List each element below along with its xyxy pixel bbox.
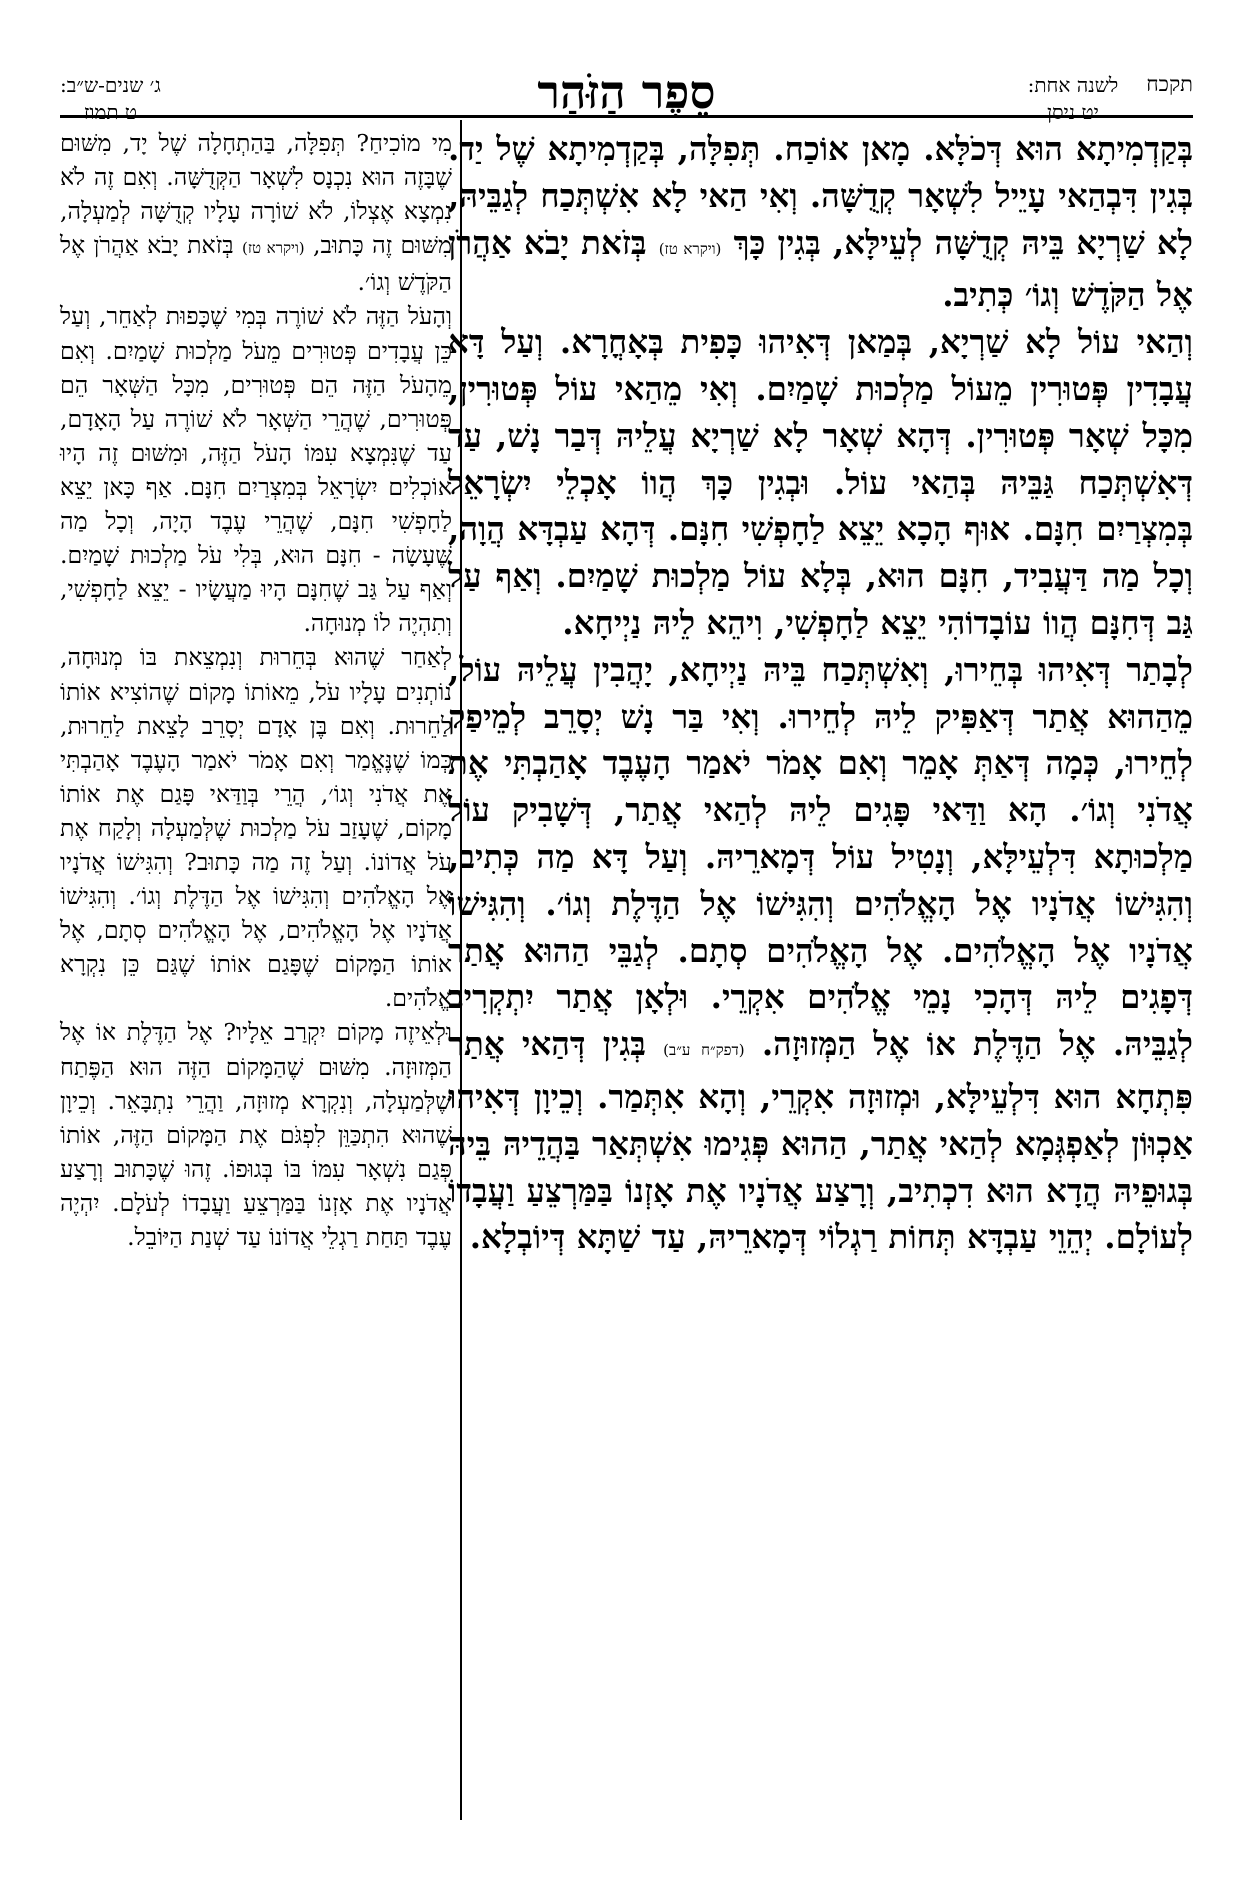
three-year-cycle-title: ג׳ שנים-ש״ב: — [60, 73, 161, 97]
one-year-cycle-date: יט ניסן — [1046, 100, 1099, 124]
hebrew-translation-column — [60, 126, 452, 1254]
main-text-1-end: בְּזֹאת יָבֹא אַהֲרֹן אֶל הַקֹּדֶשׁ וְגוֹ׳ כְּתִיב. — [448, 222, 1193, 315]
main-text-3-end: בְּגִין דְּהַאי אֲתַר פִּתְחָא הוּא דִּלְעֵילָּא, וּמְזוּזָה אִקְרֵי, וְהָא אִתְּמַר. וְכֵיוָן דְּאִיהוּ אַכְוּוֹן לְאַפְגְּמָא לְהַאי אֲתַר, הַהוּא פְּגִימוּ אִשְׁתְּאַר בַּהֲדֵיהּ בֵּיהּ בְּגוּפֵיהּ הֲדָא הוּא דִכְתִיב, וְרָצַע אֲדֹנָיו אֶת אָזְנוֹ בַּמַּרְצֵעַ וַעֲבָדוֹ לְעוֹלָם. יְהֵוֵי עַבְדָּא תְּחוֹת רַגְלוֹי דְּמָארֵיהּ, עַד שַׁתָּא דְּיוֹבְלָא. — [448, 1024, 1193, 1257]
main-paragraph-3 — [448, 647, 1193, 1261]
main-source-ref-1: (ויקרא טז) — [658, 239, 722, 258]
main-text-3: לְבָתַר דְּאִיהוּ בְּחֵירוּ, וְאִשְׁתְּכַח בֵּיהּ נַיְיחָא, יָהֲבִין עֲלֵיהּ עוֹל, מֵהַהוּא אֲתַר דְּאַפִּיק לֵיהּ לְחֵירוּ. וְאִי בַּר נָשׁ יְסָרֵב לְמֵיפַק לְחֵירוּ, כְּמָה דְּאַתְּ אָמֵר וְאִם אָמֹר יֹאמַר הָעֶבֶד אָהַבְתִּי אֶת אֲדֹנִי וְגוֹ׳. הָא וַדַּאי פָּגִים לֵיהּ לְהַאי אֲתַר, דְּשָׁבִיק עוֹל מַלְכוּתָא דִּלְעֵילָּא, וְנָטִיל עוֹל דְּמָארֵיהּ. וְעַל דָּא מַה כְּתִיב, וְהִגִּישׁוֹ אֲדֹנָיו אֶל הָאֱלֹהִים וְהִגִּישׁוֹ אֶל הַדֶּלֶת וְגוֹ׳. וְהִגִּישׁוֹ אֲדֹנָיו אֶל הָאֱלֹהִים. אֶל הָאֱלֹהִים סְתָם. לְגַבֵּי הַהוּא אֲתַר דְּפָגִים לֵיהּ דְּהָכִי נָמֵי אֱלֹהִים אִקְרֵי. וּלְאָן אֲתַר יִתְקְרִיב לְגַבֵּיהּ. אֶל הַדֶּלֶת אוֹ אֶל הַמְּזוּזָה. — [448, 649, 1193, 1064]
aramaic-column — [448, 126, 1193, 1261]
side-paragraph-2: וְהָעֹל הַזֶּה לֹא שׁוֹרֶה בְּמִי שֶׁכָּפוּת לְאַחֵר, וְעַל כֵּן עֲבָדִים פְּטוּרִים מֵעֹל מַלְכוּת שָׁמַיִם. וְאִם מֵהָעֹל הַזֶּה הֵם פְּטוּרִים, מִכָּל הַשְּׁאָר הֵם פְּטוּרִים, שֶׁהֲרֵי הַשְּׁאָר לֹא שׁוֹרֶה עַל הָאָדָם, עַד שֶׁנִּמְצָא עִמּוֹ הָעֹל הַזֶּה, וּמִשּׁוּם זֶה הָיוּ אוֹכְלִים יִשְׂרָאֵל בְּמִצְרַיִם חִנָּם. אַף כָּאן יֵצֵא לַחָפְשִׁי חִנָּם, שֶׁהֲרֵי עֶבֶד הָיָה, וְכָל מַה שֶּׁעָשָׂה - חִנָּם הוּא, בְּלִי עֹל מַלְכוּת שָׁמַיִם. וְאַף עַל גַּב שֶׁחִנָּם הָיוּ מַעֲשָׂיו - יֵצֵא לַחָפְשִׁי, וְתִהְיֶה לוֹ מְנוּחָה. — [60, 302, 452, 638]
main-paragraph-2: וְהַאי עוֹל לָא שַׁרְיָא, בְּמַאן דְּאִיהוּ כָּפִית בְּאָחֳרָא. וְעַל דָּא עֲבָדִין פְּטוּרִין מֵעוֹל מַלְכוּת שָׁמַיִם. וְאִי מֵהַאי עוֹל פְּטוּרִין, מִכָּל שְׁאָר פְּטוּרִין. דְּהָא שְׁאָר לָא שַׁרְיָא עֲלֵיהּ דְּבַר נָשׁ, עַד דְּאִשְׁתְּכַח גַּבֵּיהּ בְּהַאי עוֹל. וּבְגִין כָּךְ הֲווֹ אָכְלֵי יִשְׂרָאֵל בְּמִצְרַיִם חִנָּם. אוּף הָכָא יֵצֵא לַחָפְשִׁי חִנָּם. דְּהָא עַבְדָּא הֲוָה, וְכָל מַה דַּעֲבִיד, חִנָּם הוּא, בְּלָא עוֹל מַלְכוּת שָׁמַיִם. וְאַף עַל גַּב דְּחִנָּם הֲווֹ עוֹבָדוֹהִי יֵצֵא לַחָפְשִׁי, וִיהֵא לֵיהּ נַיְיחָא. — [448, 322, 1193, 642]
side-text-1: מִי מוֹכִיחַ? תְּפִלָּה, בַּהַתְחָלָה שֶׁל יָד, מִשּׁוּם שֶׁבָּזֶה הוּא נִכְנָס לִשְׁאָר הַקְּדֻשָּׁה. וְאִם זֶה לֹא נִמְצָא אֶצְלוֹ, לֹא שׁוֹרָה עָלָיו קְדֻשָּׁה לְמַעְלָה, מִשּׁוּם זֶה כָּתוּב, — [60, 129, 453, 260]
main-paragraph-1 — [448, 126, 1193, 319]
one-year-cycle-title: לשנה אחת: — [1027, 73, 1119, 97]
side-paragraph-1 — [60, 126, 452, 299]
side-paragraph-3: לְאַחַר שֶׁהוּא בְּחֵרוּת וְנִמְצֵאת בּוֹ מְנוּחָה, נוֹתְנִים עָלָיו עֹל, מֵאוֹתוֹ מָקוֹם שֶׁהוֹצִיא אוֹתוֹ לַחֵרוּת. וְאִם בֶּן אָדָם יְסָרֵב לָצֵאת לַחֵרוּת, כְּמוֹ שֶׁנֶּאֱמַר וְאִם אָמֹר יֹאמַר הָעֶבֶד אָהַבְתִּי אֶת אֲדֹנִי וְגוֹ׳, הֲרֵי בְּוַדַּאי פָּגַם אֶת אוֹתוֹ מָקוֹם, שֶׁעָזַב עֹל מַלְכוּת שֶׁלְּמַעְלָה וְלָקַח אֶת עֹל אֲדוֹנוֹ. וְעַל זֶה מַה כָּתוּב? וְהִגִּישׁוֹ אֲדֹנָיו אֶל הָאֱלֹהִים וְהִגִּישׁוֹ אֶל הַדֶּלֶת וְגוֹ׳. וְהִגִּישׁוֹ אֲדֹנָיו אֶל הָאֱלֹהִים, אֶל הָאֱלֹהִים סְתָם, אֶל אוֹתוֹ הַמָּקוֹם שֶׁפָּגַם אוֹתוֹ שֶׁגַּם כֵּן נִקְרָא אֱלֹהִים. — [60, 643, 452, 1013]
book-title: סֵפֶר הַזֹּהַר — [537, 65, 716, 119]
main-source-ref-3: (דפק״ח ע״ב) — [663, 1041, 745, 1060]
side-paragraph-4: וּלְאֵיזֶה מָקוֹם יִקְרַב אֵלָיו? אֶל הַדֶּלֶת אוֹ אֶל הַמְּזוּזָה. מִשּׁוּם שֶׁהַמָּקוֹם הַזֶּה הוּא הַפֶּתַח שֶׁלְּמַעְלָה, וְנִקְרָא מְזוּזָה, וַהֲרֵי נִתְבָּאֵר. וְכֵיוָן שֶׁהוּא הִתְכַּוֵּן לִפְגֹּם אֶת הַמָּקוֹם הַזֶּה, אוֹתוֹ פְּגַם נִשְׁאָר עִמּוֹ בּוֹ בְּגוּפוֹ. זֶהוּ שֶׁכָּתוּב וְרָצַע אֲדֹנָיו אֶת אָזְנוֹ בַּמַּרְצֵעַ וַעֲבָדוֹ לְעֹלָם. יִהְיֶה עֶבֶד תַּחַת רַגְלֵי אֲדוֹנוֹ עַד שְׁנַת הַיּוֹבֵל. — [60, 1018, 452, 1251]
side-text-1-end: בְּזֹאת יָבֹא אַהֲרֹן אֶל הַקֹּדֶשׁ וְגוֹ׳. — [60, 231, 452, 297]
header-rule — [60, 115, 1193, 118]
page-number: תקכח — [1146, 72, 1193, 96]
three-year-cycle-date: ט תמוז — [83, 100, 138, 124]
main-text-1: בְּקַדְמִיתָא הוּא דְּכֹלָּא. מָאן אוֹכַח. תְּפִלָּה, בְּקַדְמִיתָא שֶׁל יַד. בְּגִין דִּבְהַאי עָיֵיל לִשְׁאָר קְדֻשָּׁה. וְאִי הַאי לָא אִשְׁתְּכַח לְגַבֵּיהּ, לָא שַׁרְיָא בֵּיהּ קְדֻשָּׁה לְעֵילָּא, בְּגִין כָּךְ — [448, 129, 1193, 262]
side-source-ref-1: (ויקרא טז) — [241, 239, 305, 258]
